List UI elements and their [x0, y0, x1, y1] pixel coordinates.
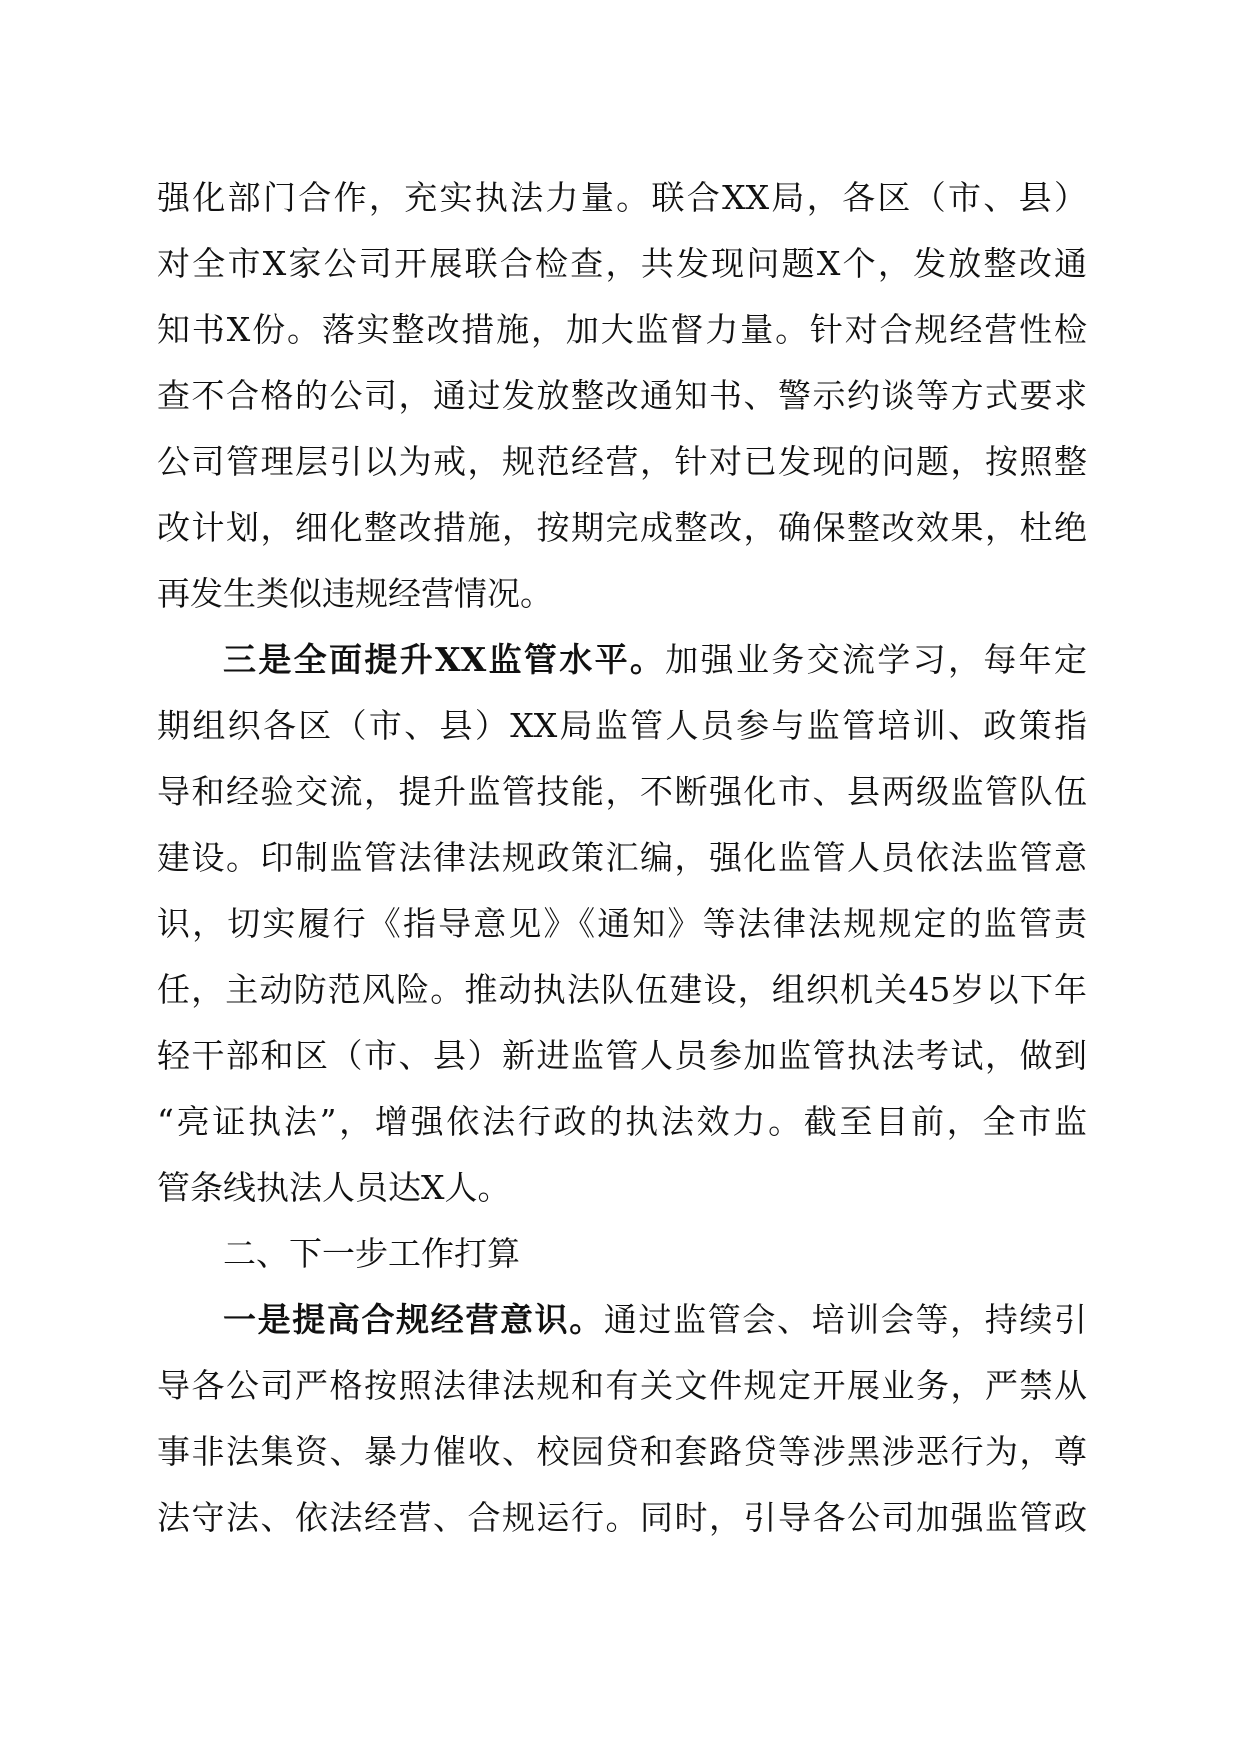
text-line: 改计划，细化整改措施，按期完成整改，确保整改效果，杜绝 [157, 508, 1087, 547]
text-line: 识，切实履行《指导意见》《通知》等法律法规规定的监管责 [157, 904, 1087, 943]
text-line: 事非法集资、暴力催收、校园贷和套路贷等涉黑涉恶行为，尊 [157, 1432, 1087, 1471]
text-line: 公司管理层引以为戒，规范经营，针对已发现的问题，按照整 [157, 442, 1087, 481]
text-line: 期组织各区（市、县）XX局监管人员参与监管培训、政策指 [157, 706, 1087, 745]
text-line: 对全市X家公司开展联合检查，共发现问题X个，发放整改通 [157, 244, 1087, 283]
document-page [157, 165, 1087, 1551]
text-line: 建设。印制监管法律法规政策汇编，强化监管人员依法监管意 [157, 838, 1087, 877]
text-line: 轻干部和区（市、县）新进监管人员参加监管执法考试，做到 [157, 1036, 1087, 1075]
paragraph-lead-rest: 加强业务交流学习，每年定 [665, 640, 1088, 679]
paragraph-first-line [157, 627, 1087, 693]
paragraph-first-line [157, 1287, 1087, 1353]
paragraph-3 [157, 1287, 1087, 1551]
text-line: 再发生类似违规经营情况。 [157, 574, 553, 613]
text-line: 强化部门合作，充实执法力量。联合XX局，各区（市、县） [157, 178, 1087, 217]
text-line: 管条线执法人员达X人。 [157, 1168, 511, 1207]
text-line: 知书X份。落实整改措施，加大监督力量。针对合规经营性检 [157, 310, 1087, 349]
section-heading: 二、下一步工作打算 [223, 1234, 520, 1273]
text-line: “亮证执法”，增强依法行政的执法效力。截至目前，全市监 [157, 1102, 1087, 1141]
paragraph-2 [157, 627, 1087, 1221]
text-line: 法守法、依法经营、合规运行。同时，引导各公司加强监管政 [157, 1498, 1087, 1537]
paragraph-lead: 一是提高合规经营意识。 [223, 1300, 604, 1339]
paragraph-lead: 三是全面提升XX监管水平。 [223, 640, 666, 679]
text-line: 任，主动防范风险。推动执法队伍建设，组织机关45岁以下年 [157, 970, 1087, 1009]
text-line: 查不合格的公司，通过发放整改通知书、警示约谈等方式要求 [157, 376, 1087, 415]
paragraph-lead-rest: 通过监管会、培训会等，持续引 [603, 1300, 1087, 1339]
text-line: 导各公司严格按照法律法规和有关文件规定开展业务，严禁从 [157, 1366, 1087, 1405]
paragraph-1 [157, 165, 1087, 627]
text-line: 导和经验交流，提升监管技能，不断强化市、县两级监管队伍 [157, 772, 1087, 811]
